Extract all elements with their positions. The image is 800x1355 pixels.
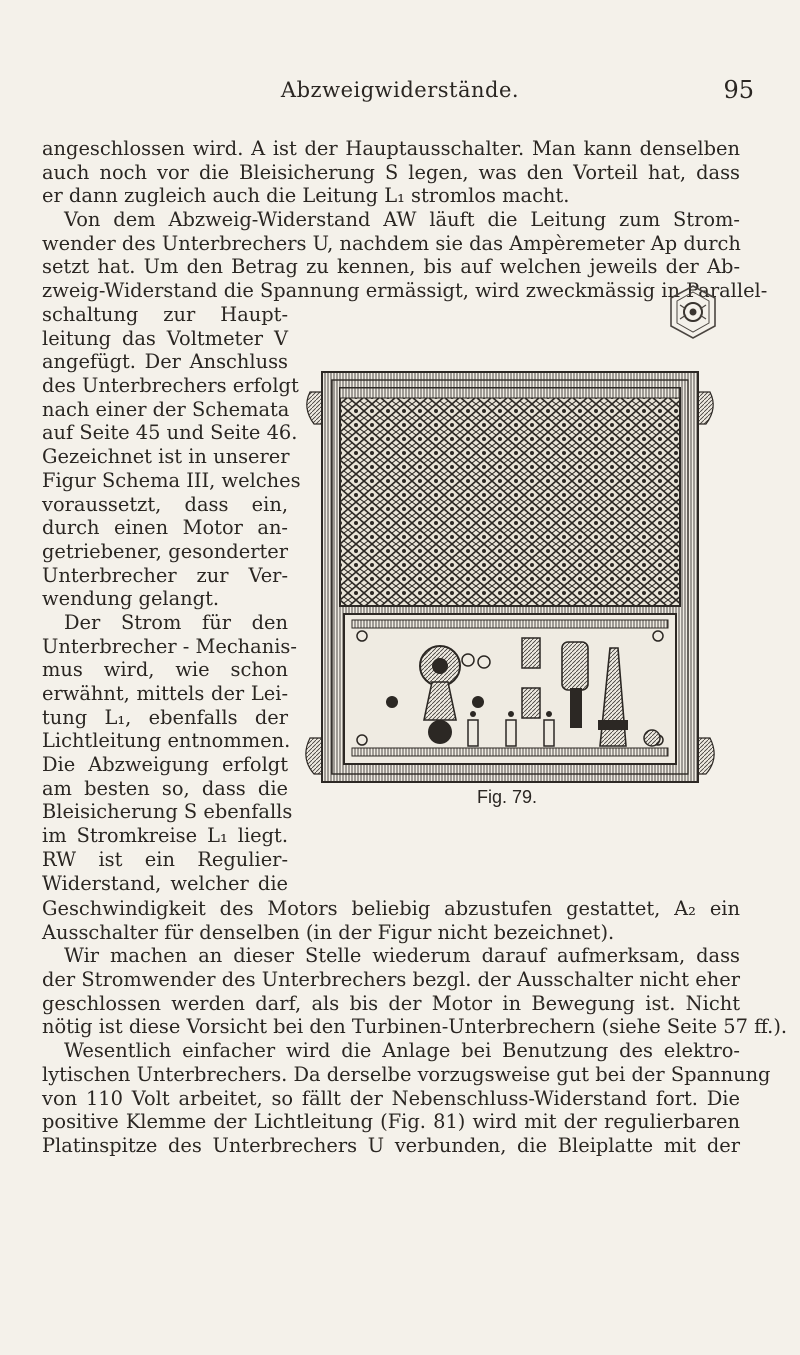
running-title: Abzweigwiderstände.	[280, 78, 520, 102]
text-line: durch einen Motor an-	[42, 516, 288, 540]
text-line: Figur Schema III, welches	[42, 468, 301, 492]
text-line: des Unterbrechers erfolgt	[42, 374, 299, 398]
text-line: am besten so, dass die	[42, 776, 288, 800]
text-line: Die Abzweigung erfolgt	[42, 753, 288, 777]
text-line: lytischen Unterbrechers. Da derselbe vorzugsweise gut bei der Spannung	[42, 1062, 771, 1086]
text-line: auf Seite 45 und Seite 46.	[42, 421, 298, 445]
text-line: Unterbrecher zur Ver-	[42, 563, 288, 587]
text-line: Widerstand, welcher die	[42, 871, 288, 895]
page-number: 95	[723, 76, 754, 104]
text-line: er dann zugleich auch die Leitung L₁ stromlos macht.	[42, 184, 570, 208]
text-line: angefügt. Der Anschluss	[42, 350, 288, 374]
text-line: geschlossen werden darf, als bis der Motor in Bewegung ist. Nicht	[42, 991, 740, 1015]
text-line: nötig ist diese Vorsicht bei den Turbinen-Unterbrechern (siehe Seite 57 ff.).	[42, 1015, 788, 1039]
text-line: wender des Unterbrechers U, nachdem sie das Ampèremeter Ap durch	[42, 231, 741, 255]
text-line: tung L₁, ebenfalls der	[42, 705, 288, 729]
text-line: Wir machen an dieser Stelle wiederum darauf aufmerksam, dass	[64, 944, 740, 968]
text-line: nach einer der Schemata	[42, 397, 290, 421]
text-line: Von dem Abzweig-Widerstand AW läuft die Leitung zum Strom-	[64, 208, 740, 232]
figure-caption: Fig. 79.	[477, 787, 538, 807]
text-line: mus wird, wie schon	[42, 658, 288, 682]
page-header	[38, 78, 762, 106]
text-line: setzt hat. Um den Betrag zu kennen, bis auf welchen jeweils der Ab-	[42, 255, 740, 279]
text-line: Gezeichnet ist in unserer	[42, 445, 290, 469]
text-line: Bleisicherung S ebenfalls	[42, 800, 293, 824]
bottom-paragraphs	[42, 897, 788, 1158]
text-line: der Stromwender des Unterbrechers bezgl. der Ausschalter nicht eher	[42, 968, 740, 992]
text-line: erwähnt, mittels der Lei-	[42, 682, 288, 705]
text-line: Wesentlich einfacher wird die Anlage bei Benutzung des elektro-	[64, 1039, 740, 1063]
text-line: Der Strom für den	[64, 610, 288, 634]
text-line: getriebener, gesonderter	[42, 539, 288, 563]
text-line: zweig-Widerstand die Spannung ermässigt, wird zweckmässig in Parallel-	[42, 279, 768, 303]
top-paragraph	[42, 137, 768, 303]
text-line: Unterbrecher - Mechanis-	[42, 634, 297, 658]
text-line: im Stromkreise L₁ liegt.	[42, 824, 288, 848]
text-line: RW ist ein Regulier-	[42, 847, 288, 871]
text-line: Lichtleitung entnommen.	[42, 729, 291, 753]
text-line: auch noch vor die Bleisicherung S legen, was den Vorteil hat, dass	[42, 160, 740, 184]
text-line: voraussetzt, dass ein,	[42, 492, 288, 516]
figure-engraving	[300, 348, 720, 786]
text-line: schaltung zur Haupt-	[42, 303, 288, 326]
side-column	[42, 303, 301, 895]
text-line: leitung das Voltmeter V	[42, 326, 288, 350]
inset-engraving	[664, 283, 722, 341]
text-line: von 110 Volt arbeitet, so fällt der Nebenschluss-Widerstand fort. Die	[42, 1086, 740, 1110]
text-line: Platinspitze des Unterbrechers U verbunden, die Bleiplatte mit der	[42, 1133, 740, 1157]
text-line: Ausschalter für denselben (in der Figur nicht bezeichnet).	[42, 920, 615, 944]
text-line: angeschlossen wird. A ist der Hauptausschalter. Man kann denselben	[42, 137, 740, 160]
text-line: Geschwindigkeit des Motors beliebig abzustufen gestattet, A₂ ein	[42, 897, 740, 920]
text-line: wendung gelangt.	[42, 587, 220, 611]
text-line: positive Klemme der Lichtleitung (Fig. 81) wird mit der regulierbaren	[42, 1110, 740, 1134]
